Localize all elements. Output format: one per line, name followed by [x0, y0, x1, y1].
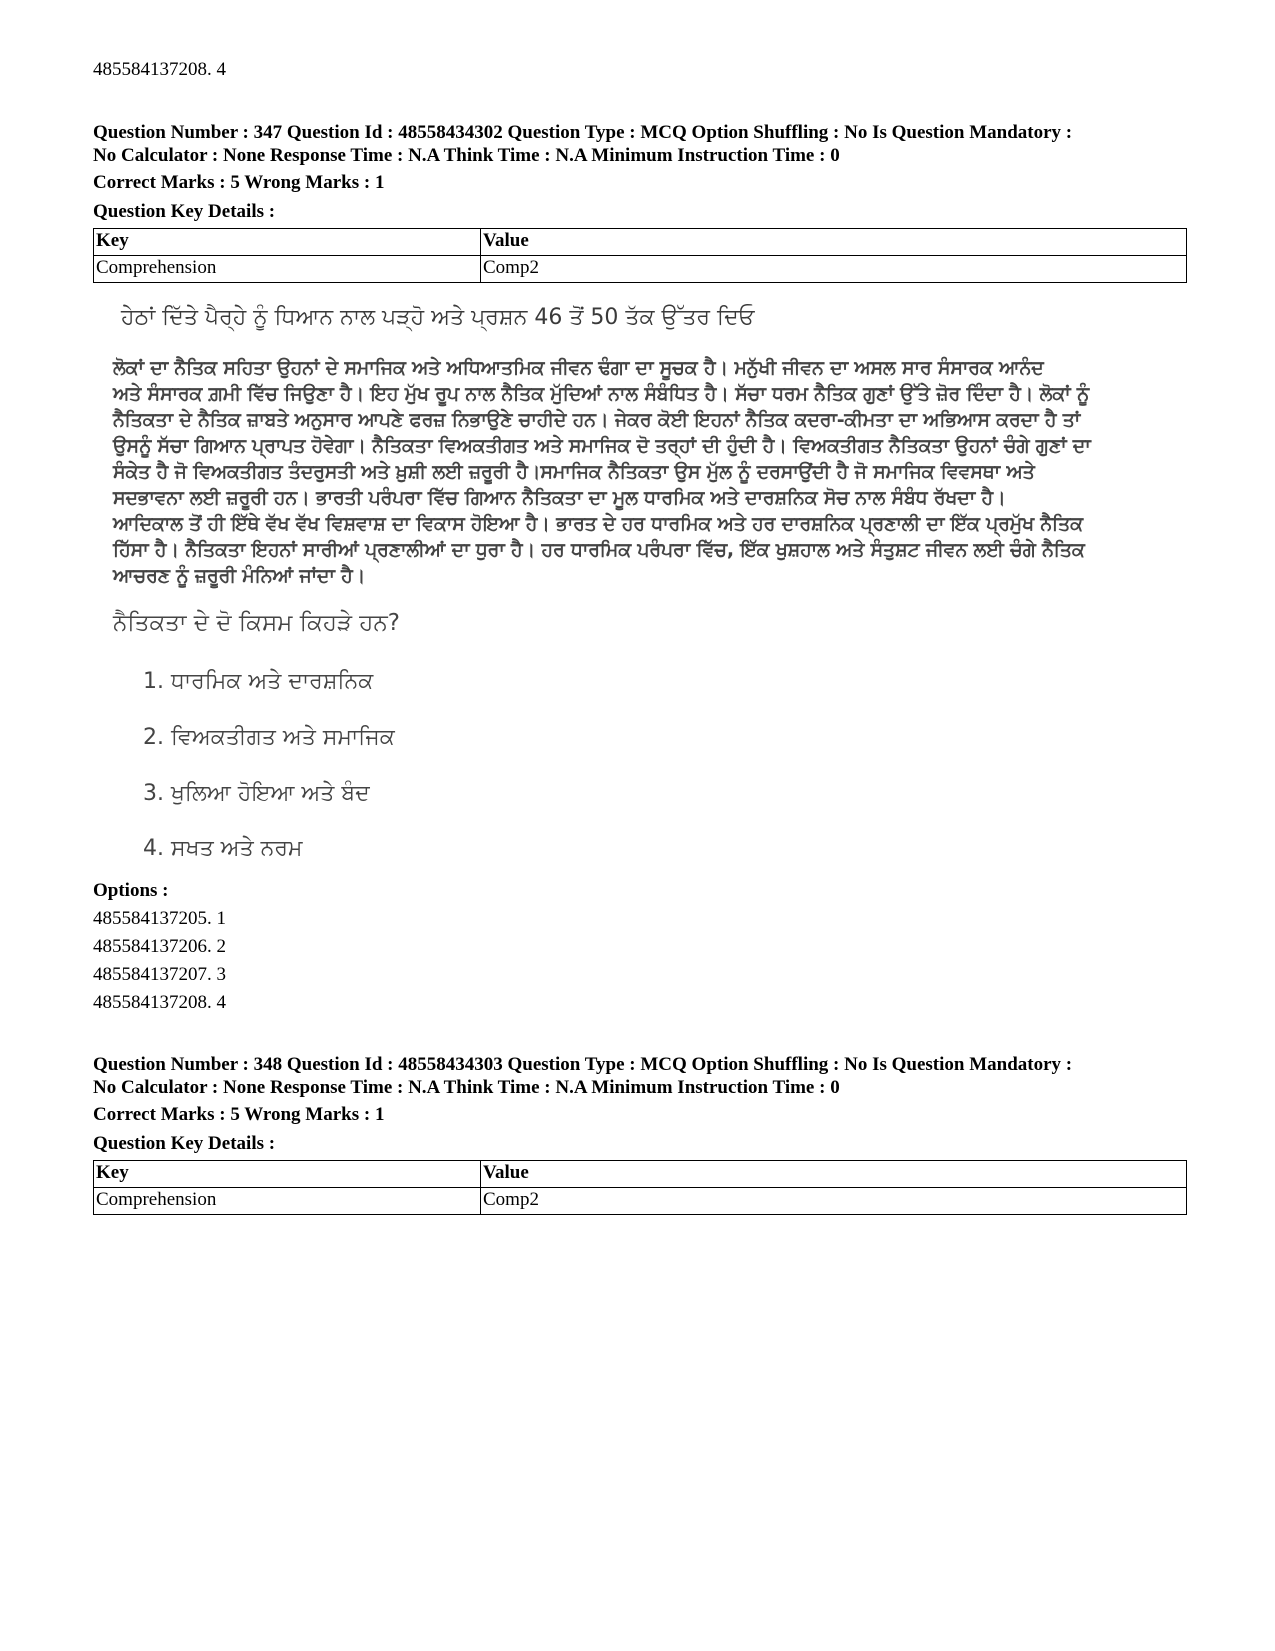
choice-2: 2. ਵਿਅਕਤੀਗਤ ਅਤੇ ਸਮਾਜਿਕ [143, 725, 395, 750]
passage-line: ਨੈਤਿਕਤਾ ਦੇ ਨੈਤਿਕ ਜ਼ਾਬਤੇ ਅਨੁਸਾਰ ਆਪਣੇ ਫਰਜ਼ ਨਿਭਾਉਣੇ ਚਾਹੀਦੇ ਹਨ। ਜੇਕਰ ਕੋਈ ਇਹਨਾਂ ਨੈਤਿਕ ਕਦਰਾ-ਕੀਮਤਾ ਦਾ ਅਭਿਆਸ ਕਰਦਾ ਹੈ ਤਾਂ [113, 409, 1081, 431]
passage-line: ਅਤੇ ਸੰਸਾਰਕ ਗ਼ਮੀ ਵਿੱਚ ਜਿਉਣਾ ਹੈ। ਇਹ ਮੁੱਖ ਰੂਪ ਨਾਲ ਨੈਤਿਕ ਮੁੱਦਿਆਂ ਨਾਲ ਸੰਬੰਧਿਤ ਹੈ। ਸੱਚਾ ਧਰਮ ਨੈਤਿਕ ਗੁਣਾਂ ਉੱਤੇ ਜ਼ੋਰ ਦਿੰਦਾ ਹੈ। ਲੋਕਾਂ ਨੂੰ [113, 383, 1090, 405]
option-id-2: 485584137206. 2 [93, 936, 226, 957]
passage-line: ਸੰਕੇਤ ਹੈ ਜੋ ਵਿਅਕਤੀਗਤ ਤੰਦਰੁਸਤੀ ਅਤੇ ਖ਼ੁਸ਼ੀ ਲਈ ਜ਼ਰੂਰੀ ਹੈ।ਸਮਾਜਿਕ ਨੈਤਿਕਤਾ ਉਸ ਮੁੱਲ ਨੂੰ ਦਰਸਾਉਂਦੀ ਹੈ ਜੋ ਸਮਾਜਿਕ ਵਿਵਸਥਾ ਅਤੇ [113, 461, 1035, 483]
option-id-4: 485584137208. 4 [93, 992, 226, 1013]
key-cell: Comprehension [94, 256, 481, 283]
choice-1: 1. ਧਾਰਮਿਕ ਅਤੇ ਦਾਰਸ਼ਨਿਕ [143, 669, 374, 694]
table-row [94, 256, 1187, 283]
table-header-row [94, 1161, 1187, 1188]
passage-line: ਸਦਭਾਵਨਾ ਲਈ ਜ਼ਰੂਰੀ ਹਨ। ਭਾਰਤੀ ਪਰੰਪਰਾ ਵਿੱਚ ਗਿਆਨ ਨੈਤਿਕਤਾ ਦਾ ਮੂਲ ਧਾਰਮਿਕ ਅਤੇ ਦਾਰਸ਼ਨਿਕ ਸੋਚ ਨਾਲ ਸੰਬੰਧ ਰੱਖਦਾ ਹੈ। [113, 487, 1006, 509]
value-header: Value [481, 229, 1187, 256]
table-row [94, 1188, 1187, 1215]
table-header-row [94, 229, 1187, 256]
key-header: Key [94, 229, 481, 256]
q347-meta-line-1: Question Number : 347 Question Id : 48558434302 Question Type : MCQ Option Shuffling : No Is Question Mandatory : [93, 122, 1073, 143]
option-id-3: 485584137207. 3 [93, 964, 226, 985]
q347-meta-line-2: No Calculator : None Response Time : N.A Think Time : N.A Minimum Instruction Time : 0 [93, 145, 840, 166]
q347-key-details-label: Question Key Details : [93, 201, 276, 222]
passage-line: ਉਸਨੂੰ ਸੱਚਾ ਗਿਆਨ ਪ੍ਰਾਪਤ ਹੋਵੇਗਾ। ਨੈਤਿਕਤਾ ਵਿਅਕਤੀਗਤ ਅਤੇ ਸਮਾਜਿਕ ਦੋ ਤਰ੍ਹਾਂ ਦੀ ਹੁੰਦੀ ਹੈ। ਵਿਅਕਤੀਗਤ ਨੈਤਿਕਤਾ ਉਹਨਾਂ ਚੰਗੇ ਗੁਣਾਂ ਦਾ [113, 435, 1091, 457]
q348-marks: Correct Marks : 5 Wrong Marks : 1 [93, 1104, 385, 1125]
options-label: Options : [93, 880, 169, 901]
question-image [93, 305, 1187, 875]
passage-line: ਲੋਕਾਂ ਦਾ ਨੈਤਿਕ ਸਹਿਤਾ ਉਹਨਾਂ ਦੇ ਸਮਾਜਿਕ ਅਤੇ ਅਧਿਆਤਮਿਕ ਜੀਵਨ ਢੰਗਾ ਦਾ ਸੂਚਕ ਹੈ। ਮਨੁੱਖੀ ਜੀਵਨ ਦਾ ਅਸਲ ਸਾਰ ਸੰਸਾਰਕ ਆਨੰਦ [113, 357, 1044, 379]
q347-key-table [93, 228, 1187, 283]
value-cell: Comp2 [481, 256, 1187, 283]
value-cell: Comp2 [481, 1188, 1187, 1215]
passage-title: ਹੇਠਾਂ ਦਿੱਤੇ ਪੈਰ੍ਹੇ ਨੂੰ ਧਿਆਨ ਨਾਲ ਪੜ੍ਹੋ ਅਤੇ ਪ੍ਰਸ਼ਨ 46 ਤੋਂ 50 ਤੱਕ ਉੱਤਰ ਦਿਓ [121, 305, 755, 330]
value-header: Value [481, 1161, 1187, 1188]
choice-4: 4. ਸਖਤ ਅਤੇ ਨਰਮ [143, 836, 303, 861]
key-header: Key [94, 1161, 481, 1188]
choice-3: 3. ਖੁਲਿਆ ਹੋਇਆ ਅਤੇ ਬੰਦ [143, 781, 370, 806]
passage-line: ਆਚਰਣ ਨੂੰ ਜ਼ਰੂਰੀ ਮੰਨਿਆਂ ਜਾਂਦਾ ਹੈ। [113, 565, 366, 587]
q348-key-table [93, 1160, 1187, 1215]
q348-meta-line-1: Question Number : 348 Question Id : 48558434303 Question Type : MCQ Option Shuffling : No Is Question Mandatory : [93, 1054, 1073, 1075]
q348-key-details-label: Question Key Details : [93, 1133, 276, 1154]
passage-body [113, 355, 1173, 589]
key-cell: Comprehension [94, 1188, 481, 1215]
passage-line: ਆਦਿਕਾਲ ਤੋਂ ਹੀ ਇੱਥੇ ਵੱਖ ਵੱਖ ਵਿਸ਼ਵਾਸ਼ ਦਾ ਵਿਕਾਸ ਹੋਇਆ ਹੈ। ਭਾਰਤ ਦੇ ਹਰ ਧਾਰਮਿਕ ਅਤੇ ਹਰ ਦਾਰਸ਼ਨਿਕ ਪ੍ਰਣਾਲੀ ਦਾ ਇੱਕ ਪ੍ਰਮੁੱਖ ਨੈਤਿਕ [113, 513, 1083, 535]
q348-meta-line-2: No Calculator : None Response Time : N.A Think Time : N.A Minimum Instruction Time : 0 [93, 1077, 840, 1098]
previous-answer-line: 485584137208. 4 [93, 59, 226, 80]
passage-line: ਹਿੱਸਾ ਹੈ। ਨੈਤਿਕਤਾ ਇਹਨਾਂ ਸਾਰੀਆਂ ਪ੍ਰਣਾਲੀਆਂ ਦਾ ਧੁਰਾ ਹੈ। ਹਰ ਧਾਰਮਿਕ ਪਰੰਪਰਾ ਵਿੱਚ, ਇੱਕ ਖੁਸ਼ਹਾਲ ਅਤੇ ਸੰਤੁਸ਼ਟ ਜੀਵਨ ਲਈ ਚੰਗੇ ਨੈਤਿਕ [113, 539, 1085, 561]
question-text: ਨੈਤਿਕਤਾ ਦੇ ਦੋ ਕਿਸਮ ਕਿਹੜੇ ਹਨ? [113, 610, 400, 636]
option-id-1: 485584137205. 1 [93, 908, 226, 929]
q347-marks: Correct Marks : 5 Wrong Marks : 1 [93, 172, 385, 193]
